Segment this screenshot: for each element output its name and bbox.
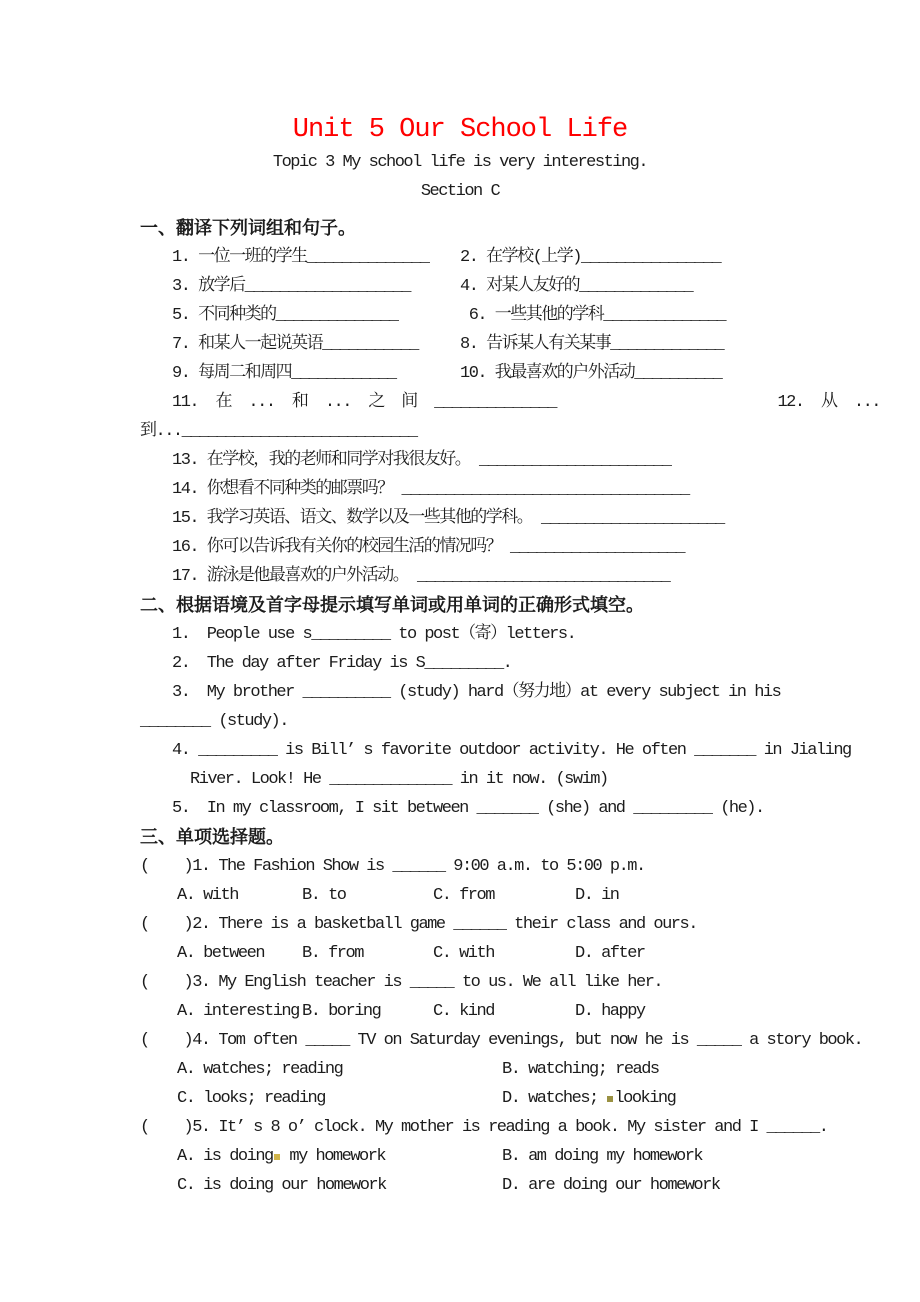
fill-blank-item-3-cont: ________ (study). (140, 712, 288, 731)
part2-heading: 二、根据语境及首字母提示填写单词或用单词的正确形式填空。 (140, 595, 644, 615)
q1-option-a: A. with (177, 886, 238, 905)
document-header (0, 112, 920, 206)
q5-option-a-text2: my homework (280, 1147, 386, 1166)
choice-question-2-stem: ( )2. There is a basketball game ______ their class and ours. (140, 915, 697, 934)
worksheet-body (0, 214, 920, 1200)
stray-ink-mark (274, 1154, 280, 1160)
choice-question-5-stem: ( )5. It’ s 8 o’ clock. My mother is reading a book. My sister and I ______. (140, 1118, 828, 1137)
q3-option-d: D. happy (575, 1002, 645, 1021)
translation-item-11: 11. 在 ... 和 ... 之 间 ______________ (172, 393, 556, 412)
translation-item-1: 1. 一位一班的学生______________ (172, 248, 429, 267)
translation-item-2: 2. 在学校(上学)________________ (460, 248, 721, 267)
stray-ink-mark (607, 1096, 613, 1102)
translation-item-5: 5. 不同种类的______________ (172, 306, 398, 325)
choice-question-5-options (140, 1142, 880, 1200)
translation-item-12-continuation: 到...___________________________ (140, 422, 417, 441)
q3-option-c: C. kind (433, 1002, 494, 1021)
fill-blank-item-1: 1. People use s_________ to post（寄）letters. (172, 625, 576, 644)
part1-heading: 一、翻译下列词组和句子。 (140, 218, 356, 238)
translation-item-4: 4. 对某人友好的_____________ (460, 277, 693, 296)
q4-option-d-text2: looking (614, 1089, 676, 1108)
translation-item-17: 17. 游泳是他最喜欢的户外活动。 _____________________________ (172, 567, 670, 586)
document-section-label: Section C (420, 182, 500, 201)
fill-blank-item-4: 4. _________ is Bill’ s favorite outdoor activity. He often _______ in Jialing (172, 741, 851, 760)
fill-blank-item-3: 3. My brother __________ (study) hard（努力地）at every subject in his (172, 683, 781, 702)
q5-option-a-text: A. is doing (177, 1147, 273, 1166)
q2-option-d: D. after (575, 944, 645, 963)
fill-blank-item-5: 5. In my classroom, I sit between _______ (she) and _________ (he). (172, 799, 764, 818)
translation-item-10: 10. 我最喜欢的户外活动__________ (460, 364, 722, 383)
choice-question-1-options (140, 881, 880, 910)
choice-question-3-stem: ( )3. My English teacher is _____ to us. We all like her. (140, 973, 663, 992)
q5-option-d: D. are doing our homework (502, 1176, 720, 1195)
translation-item-11-12-row (140, 388, 880, 417)
translation-item-7: 7. 和某人一起说英语___________ (172, 335, 418, 354)
translation-grid (140, 243, 880, 388)
q4-option-d (502, 1084, 880, 1113)
translation-item-12: 12. 从 ... (777, 393, 880, 412)
q4-option-a: A. watches; reading (177, 1060, 343, 1079)
translation-item-13: 13. 在学校，我的老师和同学对我很友好。 ______________________ (172, 451, 671, 470)
choice-question-2-options (140, 939, 880, 968)
document-title: Unit 5 Our School Life (292, 115, 628, 145)
q1-option-d: D. in (575, 886, 619, 905)
q3-option-a: A. interesting (177, 1002, 299, 1021)
document-subtitle: Topic 3 My school life is very interesting. (272, 153, 648, 172)
part3-heading: 三、单项选择题。 (140, 827, 284, 847)
q1-option-c: C. from (433, 886, 494, 905)
q4-option-d-text: D. watches; (502, 1089, 607, 1108)
q5-option-a (177, 1142, 502, 1171)
translation-item-14: 14. 你想看不同种类的邮票吗？ _________________________________ (172, 480, 689, 499)
q5-option-c: C. is doing our homework (177, 1176, 386, 1195)
q4-option-c: C. looks; reading (177, 1089, 325, 1108)
q2-option-c: C. with (433, 944, 494, 963)
translation-item-16: 16. 你可以告诉我有关你的校园生活的情况吗？ ____________________ (172, 538, 685, 557)
translation-item-3: 3. 放学后___________________ (172, 277, 410, 296)
translation-item-6: 6. 一些其他的学科______________ (460, 306, 726, 325)
q1-option-b: B. to (302, 886, 346, 905)
choice-question-3-options (140, 997, 880, 1026)
q4-option-b: B. watching; reads (502, 1060, 659, 1079)
fill-blank-item-4-cont: River. Look! He ______________ in it now. (swim) (190, 770, 608, 789)
fill-blank-item-2: 2. The day after Friday is S_________. (172, 654, 512, 673)
choice-question-1-stem: ( )1. The Fashion Show is ______ 9:00 a.m. to 5:00 p.m. (140, 857, 645, 876)
q2-option-a: A. between (177, 944, 265, 963)
translation-item-8: 8. 告诉某人有关某事_____________ (460, 335, 724, 354)
translation-item-15: 15. 我学习英语、语文、数学以及一些其他的学科。 _____________________ (172, 509, 724, 528)
q2-option-b: B. from (302, 944, 363, 963)
q5-option-b: B. am doing my homework (502, 1147, 703, 1166)
q3-option-b: B. boring (302, 1002, 381, 1021)
translation-item-9: 9. 每周二和周四____________ (172, 364, 396, 383)
choice-question-4-stem: ( )4. Tom often _____ TV on Saturday evenings, but now he is _____ a story book. (140, 1031, 863, 1050)
choice-question-4-options (140, 1055, 880, 1113)
